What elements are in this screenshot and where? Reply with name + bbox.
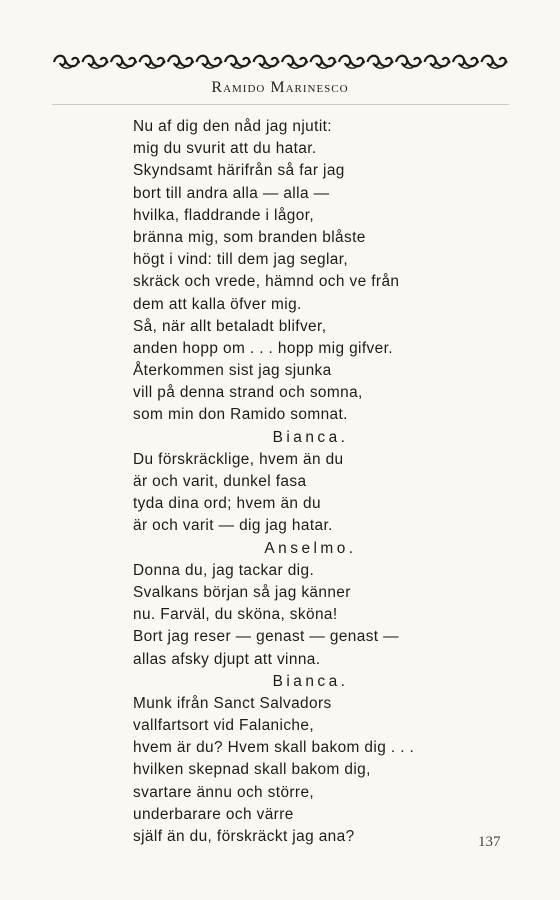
running-title: Ramido Marinesco bbox=[211, 79, 349, 96]
verse-line: Skyndsamt härifrån så far jag bbox=[133, 162, 345, 180]
verse-line: nu. Farväl, du sköna, sköna! bbox=[133, 606, 338, 624]
verse-line: underbarare och värre bbox=[133, 805, 294, 823]
verse-line: Donna du, jag tackar dig. bbox=[133, 561, 315, 579]
verse-line: mig du svurit att du hatar. bbox=[133, 140, 317, 158]
verse-line: högt i vind: till dem jag seglar, bbox=[133, 251, 349, 269]
verse-line: tyda dina ord; hvem än du bbox=[133, 495, 321, 513]
speaker-name: Bianca. bbox=[272, 428, 349, 446]
verse-line: hvem är du? Hvem skall bakom dig . . . bbox=[133, 739, 415, 757]
verse-line: Svalkans början så jag känner bbox=[133, 583, 351, 601]
poem-text bbox=[133, 116, 478, 848]
verse-line: som min don Ramido somnat. bbox=[133, 406, 348, 424]
verse-line: allas afsky djupt att vinna. bbox=[133, 650, 321, 668]
speaker-name: Bianca. bbox=[272, 672, 349, 690]
decorative-ornament-band bbox=[52, 51, 509, 73]
verse-line: anden hopp om . . . hopp mig gifver. bbox=[133, 339, 393, 357]
verse-line: skräck och vrede, hämnd och ve från bbox=[133, 273, 400, 291]
verse-line: Munk ifrån Sanct Salvadors bbox=[133, 694, 332, 712]
verse-line: Så, när allt betaladt blifver, bbox=[133, 317, 327, 335]
verse-line: bränna mig, som branden blåste bbox=[133, 228, 366, 246]
verse-line: Återkommen sist jag sjunka bbox=[133, 362, 332, 380]
verse-line: bort till andra alla — alla — bbox=[133, 184, 330, 202]
speaker-name: Anselmo. bbox=[264, 539, 357, 557]
verse-line: vallfartsort vid Falaniche, bbox=[133, 717, 315, 735]
verse-line: svartare ännu och större, bbox=[133, 783, 315, 801]
verse-line: hvilka, fladdrande i lågor, bbox=[133, 206, 315, 224]
page-number: 137 bbox=[478, 834, 501, 850]
verse-line: Nu af dig den nåd jag njutit: bbox=[133, 118, 332, 135]
verse-line: hvilken skepnad skall bakom dig, bbox=[133, 761, 371, 779]
verse-line: är och varit, dunkel fasa bbox=[133, 473, 307, 490]
verse-line: dem att kalla öfver mig. bbox=[133, 295, 302, 313]
verse-line: är och varit — dig jag hatar. bbox=[133, 517, 333, 535]
verse-line: Du förskräcklige, hvem än du bbox=[133, 450, 344, 468]
verse-line: vill på denna strand och somna, bbox=[133, 384, 363, 402]
verse-line: Bort jag reser — genast — genast — bbox=[133, 628, 399, 646]
header-divider bbox=[52, 104, 509, 105]
verse-line: själf än du, förskräckt jag ana? bbox=[133, 828, 355, 845]
